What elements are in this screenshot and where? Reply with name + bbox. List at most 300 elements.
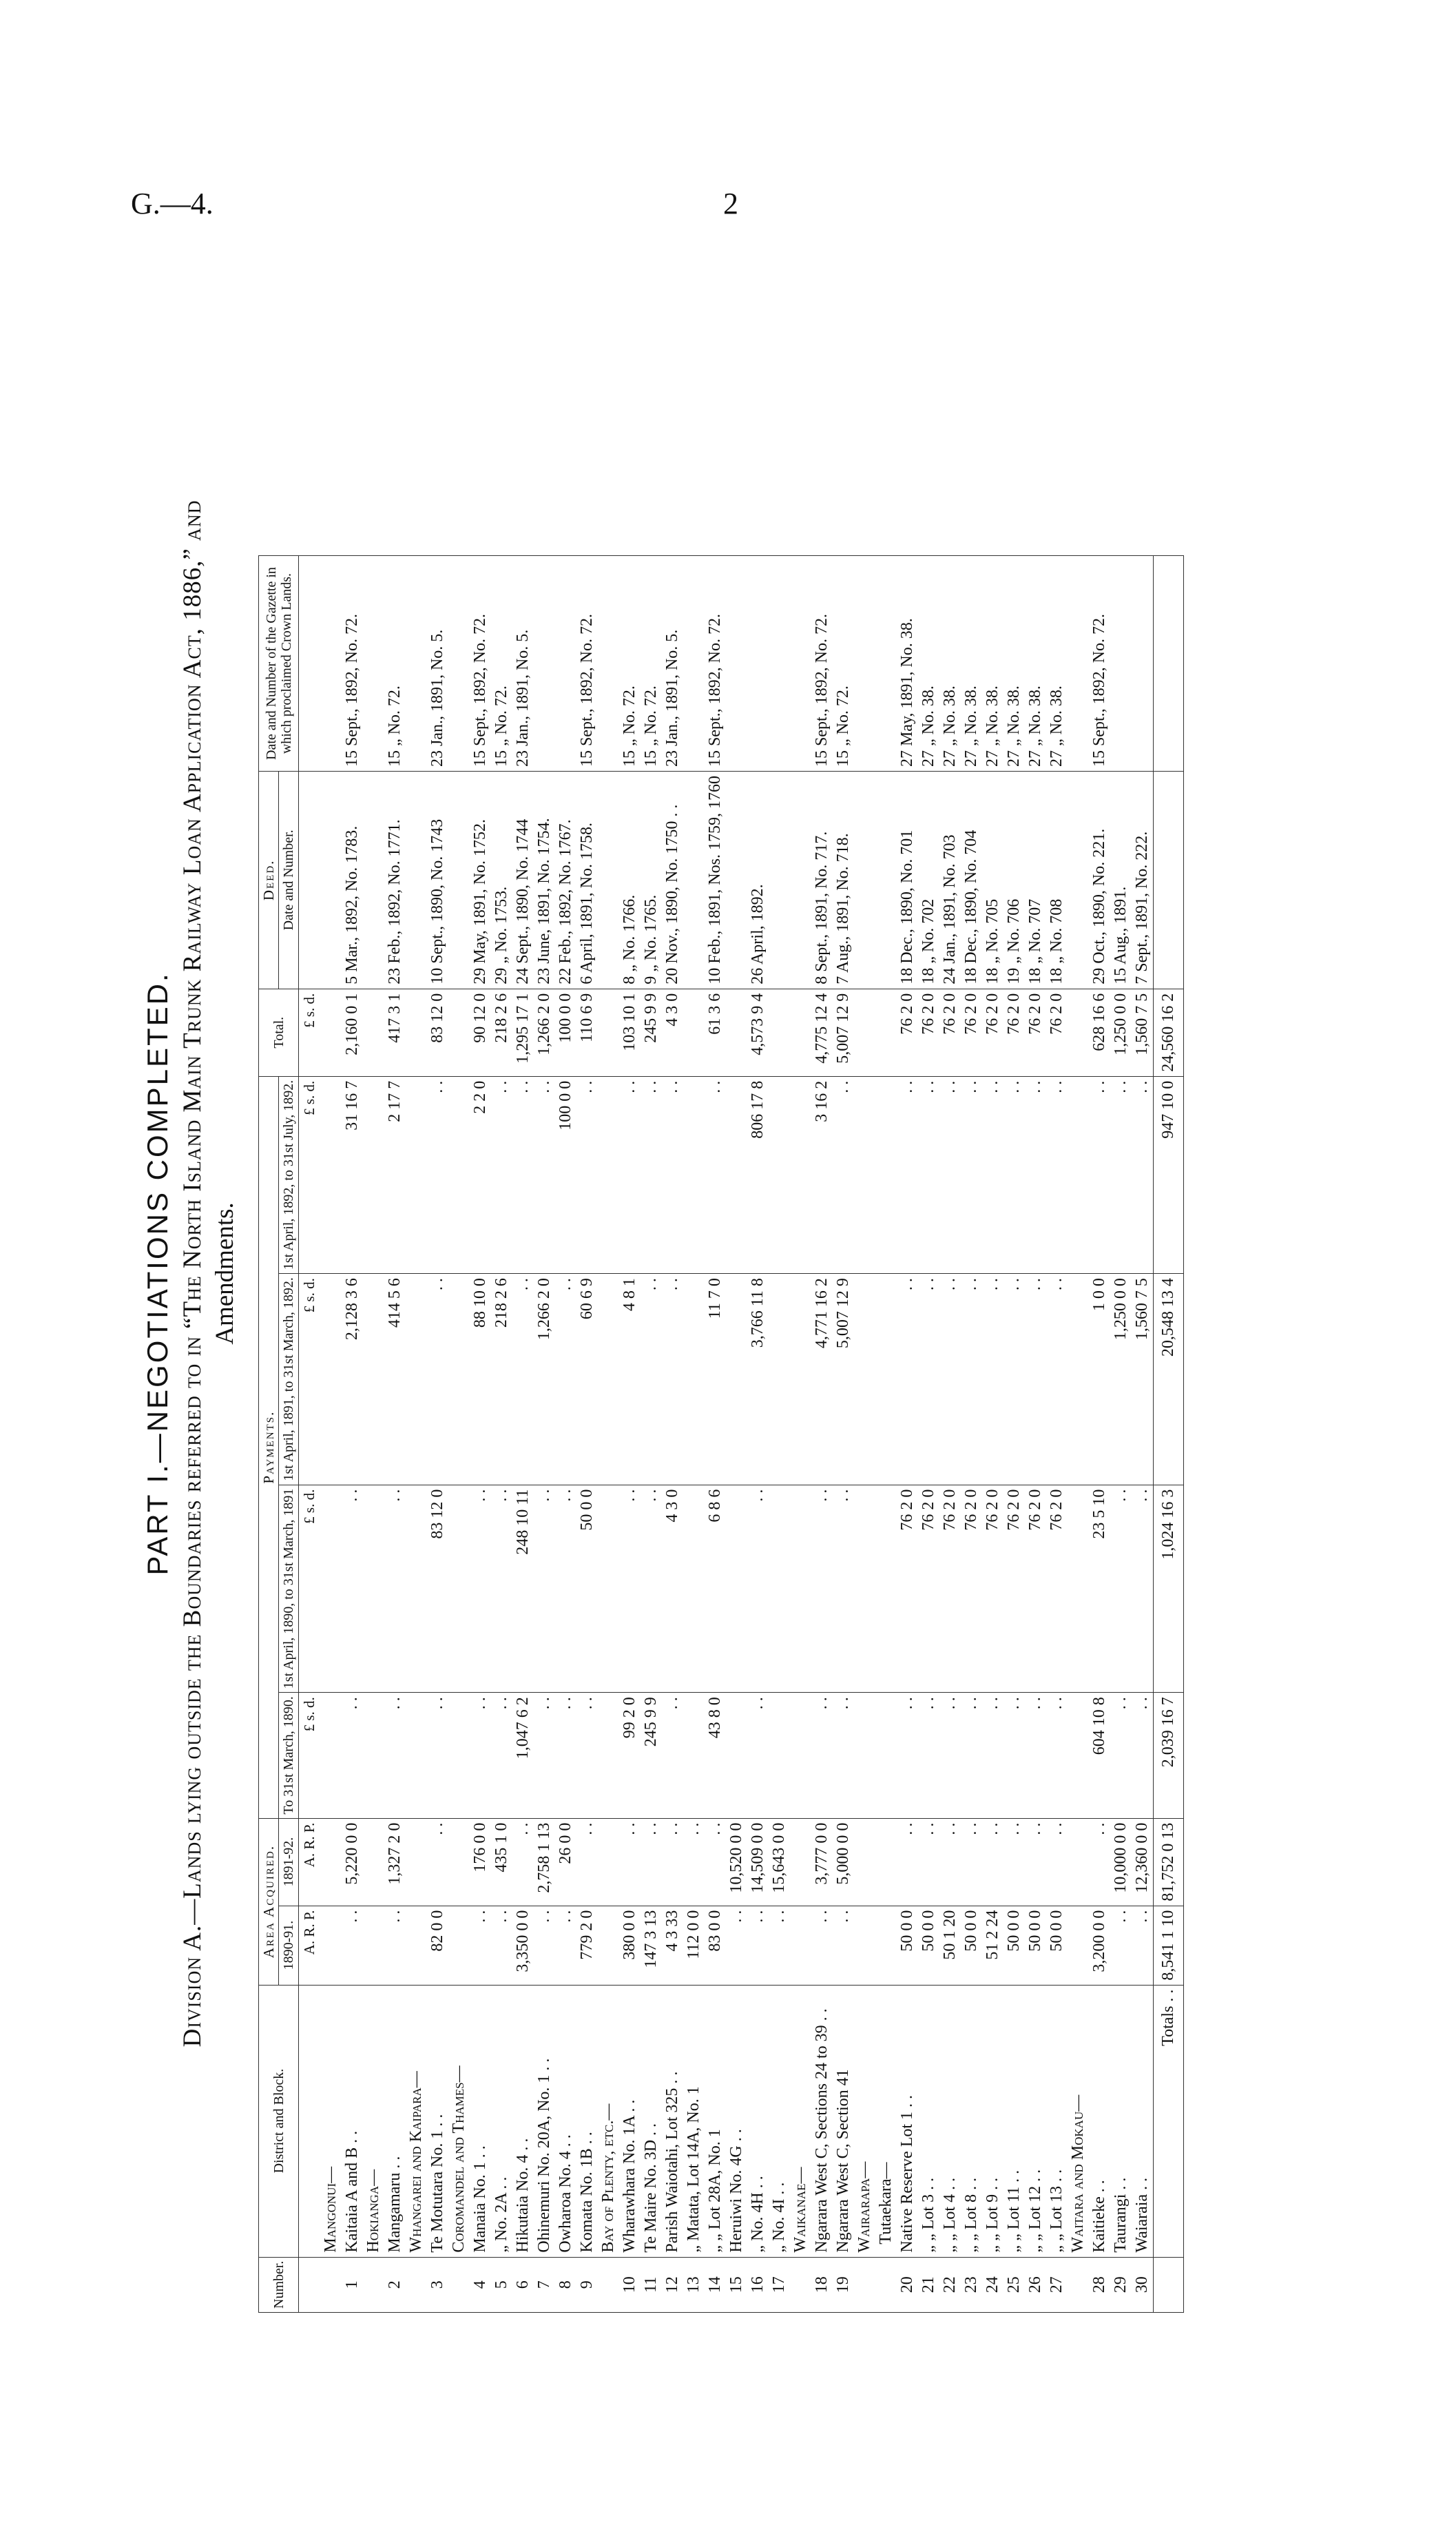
payment-total: 218 2 6 (491, 989, 512, 1076)
area-1890-91 (875, 1906, 897, 1985)
district-block: Heruiwi No. 4G . . (726, 1985, 747, 2257)
area-1890-91: . . (555, 1906, 576, 1985)
payment-1891-92 (406, 1274, 427, 1485)
deed-date-number: 23 June, 1891, No. 1754. (534, 772, 555, 989)
deed-date-number: 8 „ No. 1766. (619, 772, 641, 989)
area-1891-92 (448, 1818, 470, 1906)
table-row (705, 556, 726, 2313)
table-row (1110, 556, 1132, 2313)
table-row (320, 556, 342, 2313)
payment-to-1890: . . (384, 1693, 406, 1818)
table-row (641, 556, 662, 2313)
payment-to-1890: 1,047 6 2 (512, 1693, 534, 1818)
payment-to-1890: . . (918, 1693, 939, 1818)
row-number: 2 (384, 2257, 406, 2312)
payment-1892: . . (427, 1076, 448, 1273)
payment-1892: . . (939, 1076, 961, 1273)
payment-1890-91: . . (384, 1485, 406, 1693)
table-row (939, 556, 961, 2313)
col-gazette: Date and Number of the Gazette in which proclaimed Crown Lands. (259, 556, 299, 772)
table-row (769, 556, 790, 2313)
total-p2: 20,548 13 4 (1154, 1274, 1184, 1485)
table-row (619, 556, 641, 2313)
area-1891-92 (1068, 1818, 1089, 1906)
total-tot: 24,560 16 2 (1154, 989, 1184, 1076)
payment-to-1890 (726, 1693, 747, 1818)
area-1890-91 (363, 1906, 384, 1985)
row-number: 16 (747, 2257, 769, 2312)
payment-total (854, 989, 875, 1076)
district-block: „ „ Lot 8 . . (961, 1985, 982, 2257)
total-p0: 2,039 16 7 (1154, 1693, 1184, 1818)
payment-1890-91: . . (1110, 1485, 1132, 1693)
payment-1891-92: . . (939, 1274, 961, 1485)
payment-1890-91: . . (641, 1485, 662, 1693)
table-row (1003, 556, 1025, 2313)
row-number: 23 (961, 2257, 982, 2312)
payment-to-1890: . . (747, 1693, 769, 1818)
area-1890-91: 50 0 0 (1046, 1906, 1068, 1985)
gazette-reference: 15 Sept., 1892, No. 72. (1089, 556, 1110, 772)
district-block: Waitara and Mokau— (1068, 1985, 1089, 2257)
payment-1891-92: 4,771 16 2 (811, 1274, 833, 1485)
district-block: Mangamaru . . (384, 1985, 406, 2257)
area-1890-91: 50 0 0 (961, 1906, 982, 1985)
gazette-reference: 15 „ No. 72. (641, 556, 662, 772)
document-reference: G.—4. (131, 187, 214, 220)
unit-lsd: £ s. d. (299, 1076, 321, 1273)
payment-1891-92: . . (427, 1274, 448, 1485)
payment-to-1890: . . (1110, 1693, 1132, 1818)
area-1890-91: 50 0 0 (1003, 1906, 1025, 1985)
payment-1890-91: 6 8 6 (705, 1485, 726, 1693)
payment-1890-91 (363, 1485, 384, 1693)
payment-to-1890 (875, 1693, 897, 1818)
payment-1892: . . (918, 1076, 939, 1273)
payment-1890-91 (683, 1485, 705, 1693)
deed-date-number: 9 „ No. 1765. (641, 772, 662, 989)
area-1891-92: . . (961, 1818, 982, 1906)
payment-1890-91: . . (491, 1485, 512, 1693)
payment-1890-91: 76 2 0 (961, 1485, 982, 1693)
row-number (320, 2257, 342, 2312)
payment-1891-92 (790, 1274, 811, 1485)
district-block: Tutaekara— (875, 1985, 897, 2257)
area-1891-92: 10,520 0 0 (726, 1818, 747, 1906)
payment-total: 76 2 0 (918, 989, 939, 1076)
gazette-reference: 15 „ No. 72. (833, 556, 854, 772)
payment-1892: . . (534, 1076, 555, 1273)
payment-1892 (726, 1076, 747, 1273)
payment-to-1890: 604 10 8 (1089, 1693, 1110, 1818)
deed-date-number: 23 Feb., 1892, No. 1771. (384, 772, 406, 989)
payment-1891-92: 1,266 2 0 (534, 1274, 555, 1485)
payment-to-1890: . . (555, 1693, 576, 1818)
gazette-reference: 27 May, 1891, No. 38. (897, 556, 918, 772)
payment-to-1890: . . (491, 1693, 512, 1818)
col-deed-date: Date and Number. (279, 772, 299, 989)
total-p1: 1,024 16 3 (1154, 1485, 1184, 1693)
payment-1890-91: . . (1132, 1485, 1154, 1693)
table-row (363, 556, 384, 2313)
payment-1892: . . (897, 1076, 918, 1273)
deed-date-number (683, 772, 705, 989)
payment-total: 1,266 2 0 (534, 989, 555, 1076)
area-1891-92: . . (662, 1818, 683, 1906)
district-block: Coromandel and Thames— (448, 1985, 470, 2257)
payment-1890-91 (790, 1485, 811, 1693)
payment-1890-91: 4 3 0 (662, 1485, 683, 1693)
deed-date-number: 24 Jan., 1891, No. 703 (939, 772, 961, 989)
row-number: 13 (683, 2257, 705, 2312)
area-1890-91: . . (726, 1906, 747, 1985)
district-block: Ngarara West C, Sections 24 to 39 . . (811, 1985, 833, 2257)
gazette-reference: 15 Sept., 1892, No. 72. (811, 556, 833, 772)
deed-date-number: 19 „ No. 706 (1003, 772, 1025, 989)
deed-date-number: 26 April, 1892. (747, 772, 769, 989)
district-block: „ „ Lot 12 . . (1025, 1985, 1046, 2257)
deed-date-number: 10 Feb., 1891, Nos. 1759, 1760 (705, 772, 726, 989)
col-pay-1890-91: 1st April, 1890, to 31st March, 1891 (279, 1485, 299, 1693)
district-block: Ohinemuri No. 20A, No. 1 . . (534, 1985, 555, 2257)
district-block: Ngarara West C, Section 41 (833, 1985, 854, 2257)
area-1890-91: 4 3 33 (662, 1906, 683, 1985)
row-number: 21 (918, 2257, 939, 2312)
payment-1892: 100 0 0 (555, 1076, 576, 1273)
payment-to-1890 (1068, 1693, 1089, 1818)
col-payments: Payments. (259, 1076, 279, 1818)
gazette-reference: 15 „ No. 72. (491, 556, 512, 772)
payment-1891-92 (683, 1274, 705, 1485)
row-number: 6 (512, 2257, 534, 2312)
table-row (683, 556, 705, 2313)
gazette-reference (534, 556, 555, 772)
payment-to-1890 (363, 1693, 384, 1818)
deed-date-number: 29 „ No. 1753. (491, 772, 512, 989)
row-number (854, 2257, 875, 2312)
total-empty (1154, 556, 1184, 772)
total-a2: 81,752 0 13 (1154, 1818, 1184, 1906)
deed-date-number: 18 „ No. 708 (1046, 772, 1068, 989)
table-row (342, 556, 363, 2313)
payment-1890-91: 50 0 0 (576, 1485, 598, 1693)
area-1891-92: . . (512, 1818, 534, 1906)
payment-1890-91: . . (811, 1485, 833, 1693)
area-1891-92: . . (705, 1818, 726, 1906)
district-block: Hokianga— (363, 1985, 384, 2257)
payment-1892: 806 17 8 (747, 1076, 769, 1273)
deed-date-number: 5 Mar., 1892, No. 1783. (342, 772, 363, 989)
units-row (299, 556, 321, 2313)
payment-1891-92 (875, 1274, 897, 1485)
payment-1890-91: 76 2 0 (1025, 1485, 1046, 1693)
district-block: Waiaraia . . (1132, 1985, 1154, 2257)
gazette-reference: 15 „ No. 72. (619, 556, 641, 772)
payment-1890-91: 76 2 0 (982, 1485, 1003, 1693)
deed-date-number: 18 „ No. 702 (918, 772, 939, 989)
gazette-reference (555, 556, 576, 772)
area-1891-92: 3,777 0 0 (811, 1818, 833, 1906)
deed-date-number: 18 „ No. 707 (1025, 772, 1046, 989)
col-area-1890-91: 1890-91. (279, 1906, 299, 1985)
area-1890-91: 50 1 20 (939, 1906, 961, 1985)
gazette-reference: 27 „ No. 38. (1046, 556, 1068, 772)
deed-date-number (769, 772, 790, 989)
unit-lsd: £ s. d. (299, 1693, 321, 1818)
payment-total: 100 0 0 (555, 989, 576, 1076)
payment-1890-91: 23 5 10 (1089, 1485, 1110, 1693)
deed-date-number: 15 Aug., 1891. (1110, 772, 1132, 989)
row-number: 19 (833, 2257, 854, 2312)
unit-arp: A. R. P. (299, 1906, 321, 1985)
row-number: 17 (769, 2257, 790, 2312)
row-number: 14 (705, 2257, 726, 2312)
deed-date-number (1068, 772, 1089, 989)
total-empty (1154, 2257, 1184, 2312)
gazette-reference: 15 Sept., 1892, No. 72. (470, 556, 491, 772)
deed-date-number: 29 Oct., 1890, No. 221. (1089, 772, 1110, 989)
area-1891-92: . . (1089, 1818, 1110, 1906)
area-1891-92: 12,360 0 0 (1132, 1818, 1154, 1906)
district-block: „ „ Lot 28A, No. 1 (705, 1985, 726, 2257)
payment-total (363, 989, 384, 1076)
row-number: 1 (342, 2257, 363, 2312)
payment-1890-91: . . (342, 1485, 363, 1693)
area-1891-92: . . (427, 1818, 448, 1906)
payment-1891-92: 88 10 0 (470, 1274, 491, 1485)
payment-to-1890: . . (470, 1693, 491, 1818)
payment-1891-92: 3,766 11 8 (747, 1274, 769, 1485)
payment-to-1890: . . (662, 1693, 683, 1818)
payment-to-1890 (598, 1693, 619, 1818)
area-1890-91: 50 0 0 (897, 1906, 918, 1985)
district-block: „ No. 4H . . (747, 1985, 769, 2257)
payment-total: 628 16 6 (1089, 989, 1110, 1076)
gazette-reference (1110, 556, 1132, 772)
payment-total: 76 2 0 (1046, 989, 1068, 1076)
area-1891-92: . . (576, 1818, 598, 1906)
payment-1891-92 (448, 1274, 470, 1485)
division-heading: Division A.—Lands lying outside the Boundaries referred to in “The North Island Main Trunk Railway Loan Application Act, 1886,” and (178, 499, 207, 2048)
area-1891-92: 26 0 0 (555, 1818, 576, 1906)
payment-1892: . . (1132, 1076, 1154, 1273)
gazette-reference (769, 556, 790, 772)
row-number: 25 (1003, 2257, 1025, 2312)
area-1890-91: . . (384, 1906, 406, 1985)
area-1890-91: . . (747, 1906, 769, 1985)
payment-1892: 3 16 2 (811, 1076, 833, 1273)
division-heading-continued: Amendments. (211, 1202, 239, 1345)
payment-1891-92: 60 6 9 (576, 1274, 598, 1485)
table-row (790, 556, 811, 2313)
payment-to-1890 (854, 1693, 875, 1818)
payment-to-1890: . . (534, 1693, 555, 1818)
deed-date-number: 18 Dec., 1890, No. 701 (897, 772, 918, 989)
payment-to-1890: . . (939, 1693, 961, 1818)
col-area-1891-92: 1891-92. (279, 1818, 299, 1906)
area-1890-91 (598, 1906, 619, 1985)
table-row (854, 556, 875, 2313)
deed-date-number: 29 May, 1891, No. 1752. (470, 772, 491, 989)
row-number (875, 2257, 897, 2312)
gazette-reference (875, 556, 897, 772)
row-number: 24 (982, 2257, 1003, 2312)
area-1891-92: . . (1025, 1818, 1046, 1906)
payment-1891-92: 414 5 6 (384, 1274, 406, 1485)
payment-total (875, 989, 897, 1076)
district-block: Kaitieke . . (1089, 1985, 1110, 2257)
gazette-reference: 27 „ No. 38. (1003, 556, 1025, 772)
payment-1891-92 (598, 1274, 619, 1485)
table-row (918, 556, 939, 2313)
payment-1890-91 (875, 1485, 897, 1693)
payment-total: 61 3 6 (705, 989, 726, 1076)
row-number (598, 2257, 619, 2312)
row-number: 27 (1046, 2257, 1068, 2312)
payment-to-1890: . . (897, 1693, 918, 1818)
area-1890-91 (1068, 1906, 1089, 1985)
area-1890-91: 112 0 0 (683, 1906, 705, 1985)
district-block: „ No. 4I . . (769, 1985, 790, 2257)
area-1891-92: 2,758 1 13 (534, 1818, 555, 1906)
payment-1890-91 (406, 1485, 427, 1693)
payment-to-1890: . . (1025, 1693, 1046, 1818)
area-1891-92 (363, 1818, 384, 1906)
payment-to-1890 (790, 1693, 811, 1818)
district-block: Taurangi . . (1110, 1985, 1132, 2257)
payment-1891-92: 1,560 7 5 (1132, 1274, 1154, 1485)
area-1891-92 (854, 1818, 875, 1906)
payment-1891-92: . . (641, 1274, 662, 1485)
table-row (512, 556, 534, 2313)
table-row (982, 556, 1003, 2313)
row-number: 3 (427, 2257, 448, 2312)
district-block: Manaia No. 1 . . (470, 1985, 491, 2257)
payment-total: 245 9 9 (641, 989, 662, 1076)
col-pay-1891-92: 1st April, 1891, to 31st March, 1892. (279, 1274, 299, 1485)
payment-to-1890: . . (427, 1693, 448, 1818)
area-1891-92 (790, 1818, 811, 1906)
payment-1891-92: . . (1046, 1274, 1068, 1485)
deed-date-number: 6 April, 1891, No. 1758. (576, 772, 598, 989)
table-row (726, 556, 747, 2313)
payment-1892: . . (833, 1076, 854, 1273)
gazette-reference: 23 Jan., 1891, No. 5. (662, 556, 683, 772)
table-row (406, 556, 427, 2313)
area-1890-91: . . (1110, 1906, 1132, 1985)
payment-1891-92: 11 7 0 (705, 1274, 726, 1485)
deed-date-number (875, 772, 897, 989)
payment-1891-92: . . (512, 1274, 534, 1485)
district-block: Wharawhara No. 1A . . (619, 1985, 641, 2257)
deed-date-number: 20 Nov., 1890, No. 1750 . . (662, 772, 683, 989)
col-pay-to-1890: To 31st March, 1890. (279, 1693, 299, 1818)
payment-total: 1,295 17 1 (512, 989, 534, 1076)
payment-1891-92 (363, 1274, 384, 1485)
payment-1891-92 (320, 1274, 342, 1485)
gazette-reference: 27 „ No. 38. (1025, 556, 1046, 772)
payment-to-1890 (448, 1693, 470, 1818)
payment-1892: . . (705, 1076, 726, 1273)
table-row (534, 556, 555, 2313)
area-1891-92: . . (982, 1818, 1003, 1906)
payment-1890-91 (1068, 1485, 1089, 1693)
payment-1892: . . (1089, 1076, 1110, 1273)
total-empty (1154, 772, 1184, 989)
payment-total: 5,007 12 9 (833, 989, 854, 1076)
deed-date-number (790, 772, 811, 989)
payment-to-1890: . . (982, 1693, 1003, 1818)
table-body (299, 556, 1184, 2313)
district-block: Hikutaia No. 4 . . (512, 1985, 534, 2257)
gazette-reference (747, 556, 769, 772)
payment-1891-92 (1068, 1274, 1089, 1485)
area-1891-92: 10,000 0 0 (1110, 1818, 1132, 1906)
payment-to-1890: . . (1046, 1693, 1068, 1818)
district-block: Komata No. 1B . . (576, 1985, 598, 2257)
gazette-reference (854, 556, 875, 772)
gazette-reference (598, 556, 619, 772)
payment-1892 (320, 1076, 342, 1273)
area-1890-91: 147 3 13 (641, 1906, 662, 1985)
table-row (576, 556, 598, 2313)
payment-total: 103 10 1 (619, 989, 641, 1076)
table-row (1132, 556, 1154, 2313)
gazette-reference (406, 556, 427, 772)
deed-date-number (406, 772, 427, 989)
area-1891-92: . . (897, 1818, 918, 1906)
unit-lsd: £ s. d. (299, 1274, 321, 1485)
payment-total: 4 3 0 (662, 989, 683, 1076)
gazette-reference (448, 556, 470, 772)
area-1890-91 (406, 1906, 427, 1985)
negotiations-table (258, 555, 1184, 2313)
payment-1892: . . (1025, 1076, 1046, 1273)
area-1891-92: 5,000 0 0 (833, 1818, 854, 1906)
payment-total (726, 989, 747, 1076)
payment-1890-91: . . (747, 1485, 769, 1693)
payment-1892 (875, 1076, 897, 1273)
payment-1890-91: 76 2 0 (1046, 1485, 1068, 1693)
payment-total (790, 989, 811, 1076)
payment-1891-92: . . (961, 1274, 982, 1485)
payment-total: 76 2 0 (939, 989, 961, 1076)
area-1891-92 (875, 1818, 897, 1906)
payment-1892: . . (662, 1076, 683, 1273)
gazette-reference: 27 „ No. 38. (939, 556, 961, 772)
total-p3: 947 10 0 (1154, 1076, 1184, 1273)
gazette-reference: 15 „ No. 72. (384, 556, 406, 772)
payment-1890-91: . . (470, 1485, 491, 1693)
row-number (1068, 2257, 1089, 2312)
area-1891-92: 1,327 2 0 (384, 1818, 406, 1906)
area-1890-91: . . (470, 1906, 491, 1985)
area-1890-91: 380 0 0 (619, 1906, 641, 1985)
payment-to-1890: . . (576, 1693, 598, 1818)
payment-to-1890: 43 8 0 (705, 1693, 726, 1818)
payment-total (769, 989, 790, 1076)
area-1890-91 (320, 1906, 342, 1985)
payment-1892: 2 2 0 (470, 1076, 491, 1273)
totals-row (1154, 556, 1184, 2313)
deed-date-number (363, 772, 384, 989)
payment-1892 (854, 1076, 875, 1273)
payment-1890-91: . . (833, 1485, 854, 1693)
area-1890-91: . . (769, 1906, 790, 1985)
area-1891-92 (320, 1818, 342, 1906)
col-district: District and Block. (259, 1985, 299, 2257)
table-row (1068, 556, 1089, 2313)
